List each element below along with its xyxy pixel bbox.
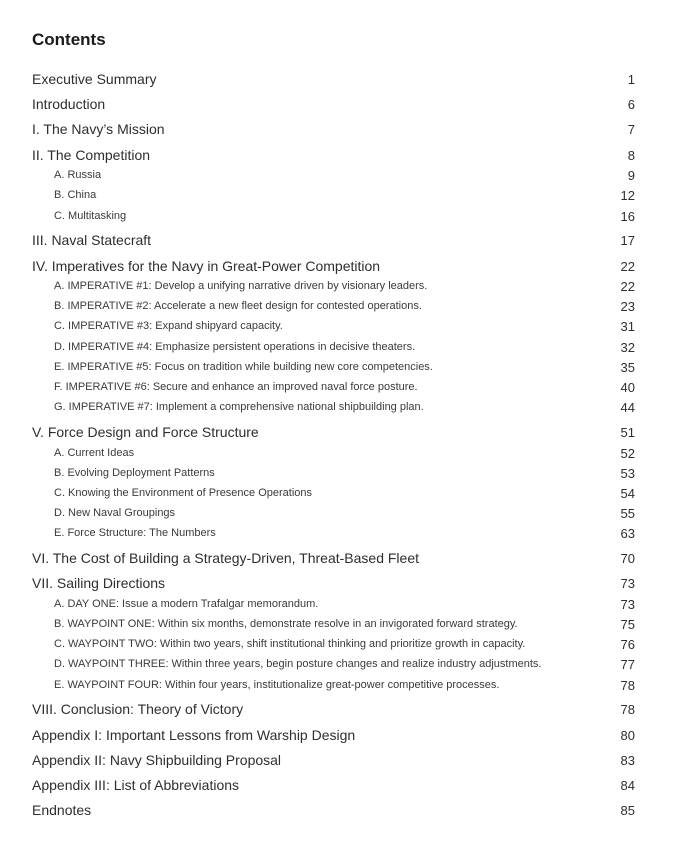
toc-entry-page: 52 (620, 445, 635, 461)
toc-entry[interactable] (0, 277, 673, 297)
toc-entry-page: 23 (620, 299, 635, 315)
toc-entry-label: A. IMPERATIVE #1: Develop a unifying narrative driven by visionary leaders. (54, 280, 428, 292)
toc-entry[interactable] (0, 120, 673, 140)
toc-entry-page: 83 (620, 752, 635, 768)
toc-entry[interactable] (0, 676, 673, 696)
toc-entry[interactable] (0, 776, 673, 796)
toc-entry-page: 80 (620, 727, 635, 743)
toc-entry-label: D. IMPERATIVE #4: Emphasize persistent operations in decisive theaters. (54, 340, 416, 353)
toc-entry-page: 32 (620, 339, 635, 355)
toc-entry-label: Appendix I: Important Lessons from Warship Design (32, 726, 356, 743)
toc-entry-page: 1 (627, 72, 635, 87)
toc-entry-page: 78 (620, 677, 635, 693)
toc-entry[interactable] (0, 338, 673, 358)
toc-entry-label: B. Evolving Deployment Patterns (54, 466, 215, 479)
toc-entry-label: Endnotes (32, 802, 92, 819)
toc-entry-label: Executive Summary (32, 71, 157, 87)
toc-entry[interactable] (0, 751, 673, 771)
toc-entry-label: A. Russia (54, 169, 102, 182)
toc-entry[interactable] (0, 524, 673, 544)
toc-entry-page: 73 (620, 596, 635, 612)
toc-entry-label: VI. The Cost of Building a Strategy-Driven, Threat-Based Fleet (32, 550, 420, 567)
toc-entry[interactable] (0, 423, 673, 443)
toc-entry-page: 9 (627, 168, 635, 184)
toc-entry-page: 78 (620, 702, 635, 718)
toc-entry-page: 35 (620, 359, 635, 375)
toc-entry-label: C. Multitasking (54, 209, 127, 222)
toc-entry[interactable] (0, 574, 673, 594)
toc-entry-page: 22 (620, 279, 635, 294)
toc-entry-label: B. China (54, 189, 97, 202)
toc-entry[interactable] (0, 700, 673, 720)
toc-entry-label: C. WAYPOINT TWO: Within two years, shift institutional thinking and prioritize growth in capacity. (54, 638, 526, 651)
toc-entry[interactable] (0, 801, 673, 821)
toc-entry-label: I. The Navy’s Mission (32, 121, 165, 138)
toc-entry[interactable] (0, 504, 673, 524)
toc-entry-label: G. IMPERATIVE #7: Implement a comprehensive national shipbuilding plan. (54, 401, 424, 414)
toc-entry[interactable] (0, 186, 673, 206)
toc-entry-label: E. IMPERATIVE #5: Focus on tradition while building new core competencies. (54, 360, 433, 373)
toc-entry-label: D. WAYPOINT THREE: Within three years, begin posture changes and realize industry adjustments. (54, 658, 542, 671)
toc-entry-label: E. Force Structure: The Numbers (54, 527, 216, 540)
toc-entry-label: Appendix II: Navy Shipbuilding Proposal (32, 751, 282, 768)
toc-entry[interactable] (0, 549, 673, 569)
toc-entry-page: 22 (620, 258, 635, 274)
toc-entry-label: B. WAYPOINT ONE: Within six months, demonstrate resolve in an invigorated forward strategy. (54, 618, 518, 630)
toc-entry-label: B. IMPERATIVE #2: Accelerate a new fleet design for contested operations. (54, 300, 422, 313)
toc-entry-label: D. New Naval Groupings (54, 507, 176, 520)
toc-entry-page: 51 (620, 425, 635, 440)
toc-entry-page: 73 (620, 576, 635, 592)
toc-entry[interactable] (0, 378, 673, 398)
toc-entry-page: 75 (620, 617, 635, 632)
toc-entry-label: Appendix III: List of Abbreviations (32, 777, 240, 793)
toc-entry-page: 53 (620, 465, 635, 481)
toc-entry[interactable] (0, 207, 673, 227)
toc-entry[interactable] (0, 231, 673, 251)
toc-entry[interactable] (0, 484, 673, 504)
toc-entry-page: 85 (620, 803, 635, 819)
toc-entry-page: 84 (620, 778, 635, 793)
toc-entry-page: 54 (620, 485, 635, 501)
toc-entry-label: VII. Sailing Directions (32, 575, 166, 592)
toc-entry[interactable] (0, 146, 673, 166)
toc-entry-page: 70 (620, 551, 635, 567)
toc-entry-page: 76 (620, 637, 635, 653)
toc-entry[interactable] (0, 655, 673, 675)
toc-entry-label: Introduction (32, 96, 106, 113)
toc-entry-page: 6 (627, 97, 635, 113)
toc-entry-label: V. Force Design and Force Structure (32, 424, 259, 440)
toc-entry-page: 12 (620, 188, 635, 204)
toc-entry-label: VIII. Conclusion: Theory of Victory (32, 701, 244, 718)
toc-entry-page: 44 (620, 400, 635, 416)
toc-entry[interactable] (0, 166, 673, 186)
toc-entry-label: III. Naval Statecraft (32, 232, 152, 249)
toc-entry[interactable] (0, 464, 673, 484)
toc-entry-page: 31 (620, 319, 635, 335)
toc-entry[interactable] (0, 257, 673, 277)
toc-entry[interactable] (0, 595, 673, 615)
toc-entry[interactable] (0, 297, 673, 317)
toc-entry-label: F. IMPERATIVE #6: Secure and enhance an improved naval force posture. (54, 381, 418, 393)
toc-entry-label: A. Current Ideas (54, 446, 135, 459)
toc-entry[interactable] (0, 726, 673, 746)
toc-entry-page: 7 (627, 122, 635, 138)
toc-entry-label: A. DAY ONE: Issue a modern Trafalgar memorandum. (54, 597, 319, 610)
page-title: Contents (32, 30, 106, 49)
toc-entry-page: 16 (620, 208, 635, 224)
toc-entry[interactable] (0, 615, 673, 635)
toc-entry-page: 63 (620, 526, 635, 542)
toc-entry-label: II. The Competition (32, 146, 151, 163)
toc-entry-page: 8 (627, 147, 635, 163)
toc-entry[interactable] (0, 95, 673, 115)
toc-entry[interactable] (0, 398, 673, 418)
toc-entry-label: E. WAYPOINT FOUR: Within four years, institutionalize great-power competitive processes. (54, 678, 500, 691)
toc-entry-label: C. Knowing the Environment of Presence Operations (54, 486, 313, 499)
toc-entry-page: 77 (620, 657, 635, 673)
toc-entry[interactable] (0, 444, 673, 464)
toc-entry-page: 55 (620, 506, 635, 522)
toc-entry[interactable] (0, 70, 673, 90)
toc-entry[interactable] (0, 635, 673, 655)
toc-entry-label: IV. Imperatives for the Navy in Great-Power Competition (32, 257, 381, 274)
toc-entry-page: 17 (620, 233, 635, 249)
toc-entry[interactable] (0, 358, 673, 378)
toc-entry-label: C. IMPERATIVE #3: Expand shipyard capacity. (54, 320, 283, 333)
toc-entry-page: 40 (620, 380, 635, 395)
toc-entry[interactable] (0, 317, 673, 337)
